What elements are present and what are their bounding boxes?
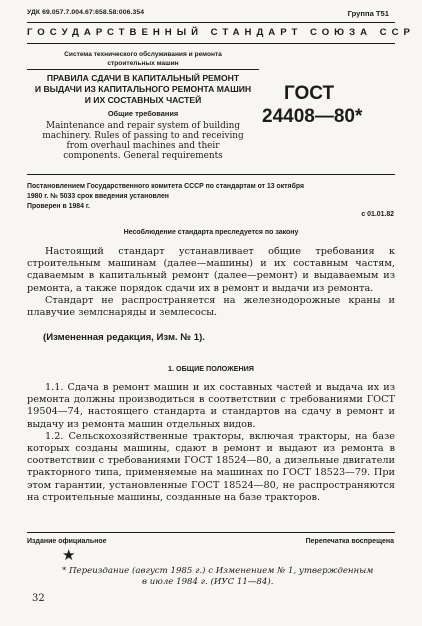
group-code: Группа Т51: [347, 9, 389, 18]
reprint-notice: Перепечатка воспрещена: [305, 538, 394, 545]
english-title: [27, 121, 259, 161]
system-rule: [27, 69, 259, 70]
intro-paragraph: Настоящий стандарт устанавливает общие требования к строительным машинам (далее—машины) и их составным частям, сдаваемым в капитальный ремонт (далее—ремонт) и выдаваемым из ремонта, а также порядок сдачи их в ремонт и выдачи из ремонта.: [27, 246, 395, 294]
section-text: [27, 382, 395, 504]
official-edition: Издание официальное: [27, 538, 107, 545]
gost-number: 24408—80*: [262, 106, 363, 127]
footer-rule: [27, 532, 395, 533]
standard-title: [27, 73, 259, 106]
english-line: components. General requirements: [63, 151, 223, 161]
system-heading: [27, 50, 259, 68]
subtitle: Общие требования: [107, 109, 179, 118]
legal-warning: Несоблюдение стандарта преследуется по закону: [123, 229, 299, 236]
english-line: machinery. Rules of passing to and receiving: [42, 131, 244, 141]
clause-1-1: 1.1. Сдача в ремонт машин и их составных частей и выдача их из ремонта должны производиться в соответствии с требованиями ГОСТ 19504—74, настоящего стандарта и стандартов на сдачу в ремонт и выдачу из ремонта машин отдельных видов.: [27, 382, 395, 430]
standard-org: ГОСУДАРСТВЕННЫЙ СТАНДАРТ СОЮЗА ССР: [27, 27, 415, 38]
system-line: Система технического обслуживания и ремонта: [64, 51, 222, 58]
footnote-line: в июле 1984 г. (ИУС 11—84).: [142, 577, 274, 587]
english-line: from overhaul machines and their: [66, 141, 220, 151]
title-line: И ИХ СОСТАВНЫХ ЧАСТЕЙ: [84, 95, 202, 105]
footnote-line: * Переиздание (август 1985 г.) с Изменением № 1, утвержденным: [62, 566, 374, 576]
system-line: строительных машин: [107, 60, 179, 67]
page-number: 32: [32, 593, 45, 604]
top-rule: [27, 22, 395, 23]
effective-date: с 01.01.82: [361, 211, 394, 218]
intro-text: [27, 246, 395, 319]
clause-1-2: 1.2. Сельскохозяйственные тракторы, включая тракторы, на базе которых созданы машины, сдают в ремонт и выдают из ремонта в соответствии с требованиями ГОСТ 18524—80, а дизельные двигатели тракторного типа, применяемые на машинах по ГОСТ 18523—79. При этом гарантии, установленные ГОСТ 18524—80, не распространяются на строительные машины, созданные на базе тракторов.: [27, 430, 395, 503]
gost-label: ГОСТ: [284, 83, 335, 104]
title-line: И ВЫДАЧИ ИЗ КАПИТАЛЬНОГО РЕМОНТА МАШИН: [34, 84, 252, 94]
decree-line: Постановлением Государственного комитета СССР по стандартам от 13 октября: [27, 183, 304, 190]
english-line: Maintenance and repair system of building: [45, 121, 240, 131]
intro-paragraph: Стандарт не распространяется на железнодорожные краны и плавучие землснаряды и землесосы.: [27, 294, 395, 319]
decree-rule: [27, 174, 395, 175]
footnote: [62, 566, 392, 588]
udk-code: УДК 69.057.7.004.67:658.58:006.354: [27, 9, 145, 16]
decree-line: 1980 г. № 5033 срок введения установлен: [27, 193, 169, 200]
amendment-note: (Измененная редакция, Изм. № 1).: [43, 332, 205, 343]
title-line: ПРАВИЛА СДАЧИ В КАПИТАЛЬНЫЙ РЕМОНТ: [46, 73, 240, 83]
decree-block: [27, 182, 395, 212]
section-heading: 1. ОБЩИЕ ПОЛОЖЕНИЯ: [168, 364, 254, 373]
header-rule: [27, 43, 395, 44]
decree-line: Проверен в 1984 г.: [27, 203, 90, 210]
star-icon: ★: [62, 546, 76, 564]
